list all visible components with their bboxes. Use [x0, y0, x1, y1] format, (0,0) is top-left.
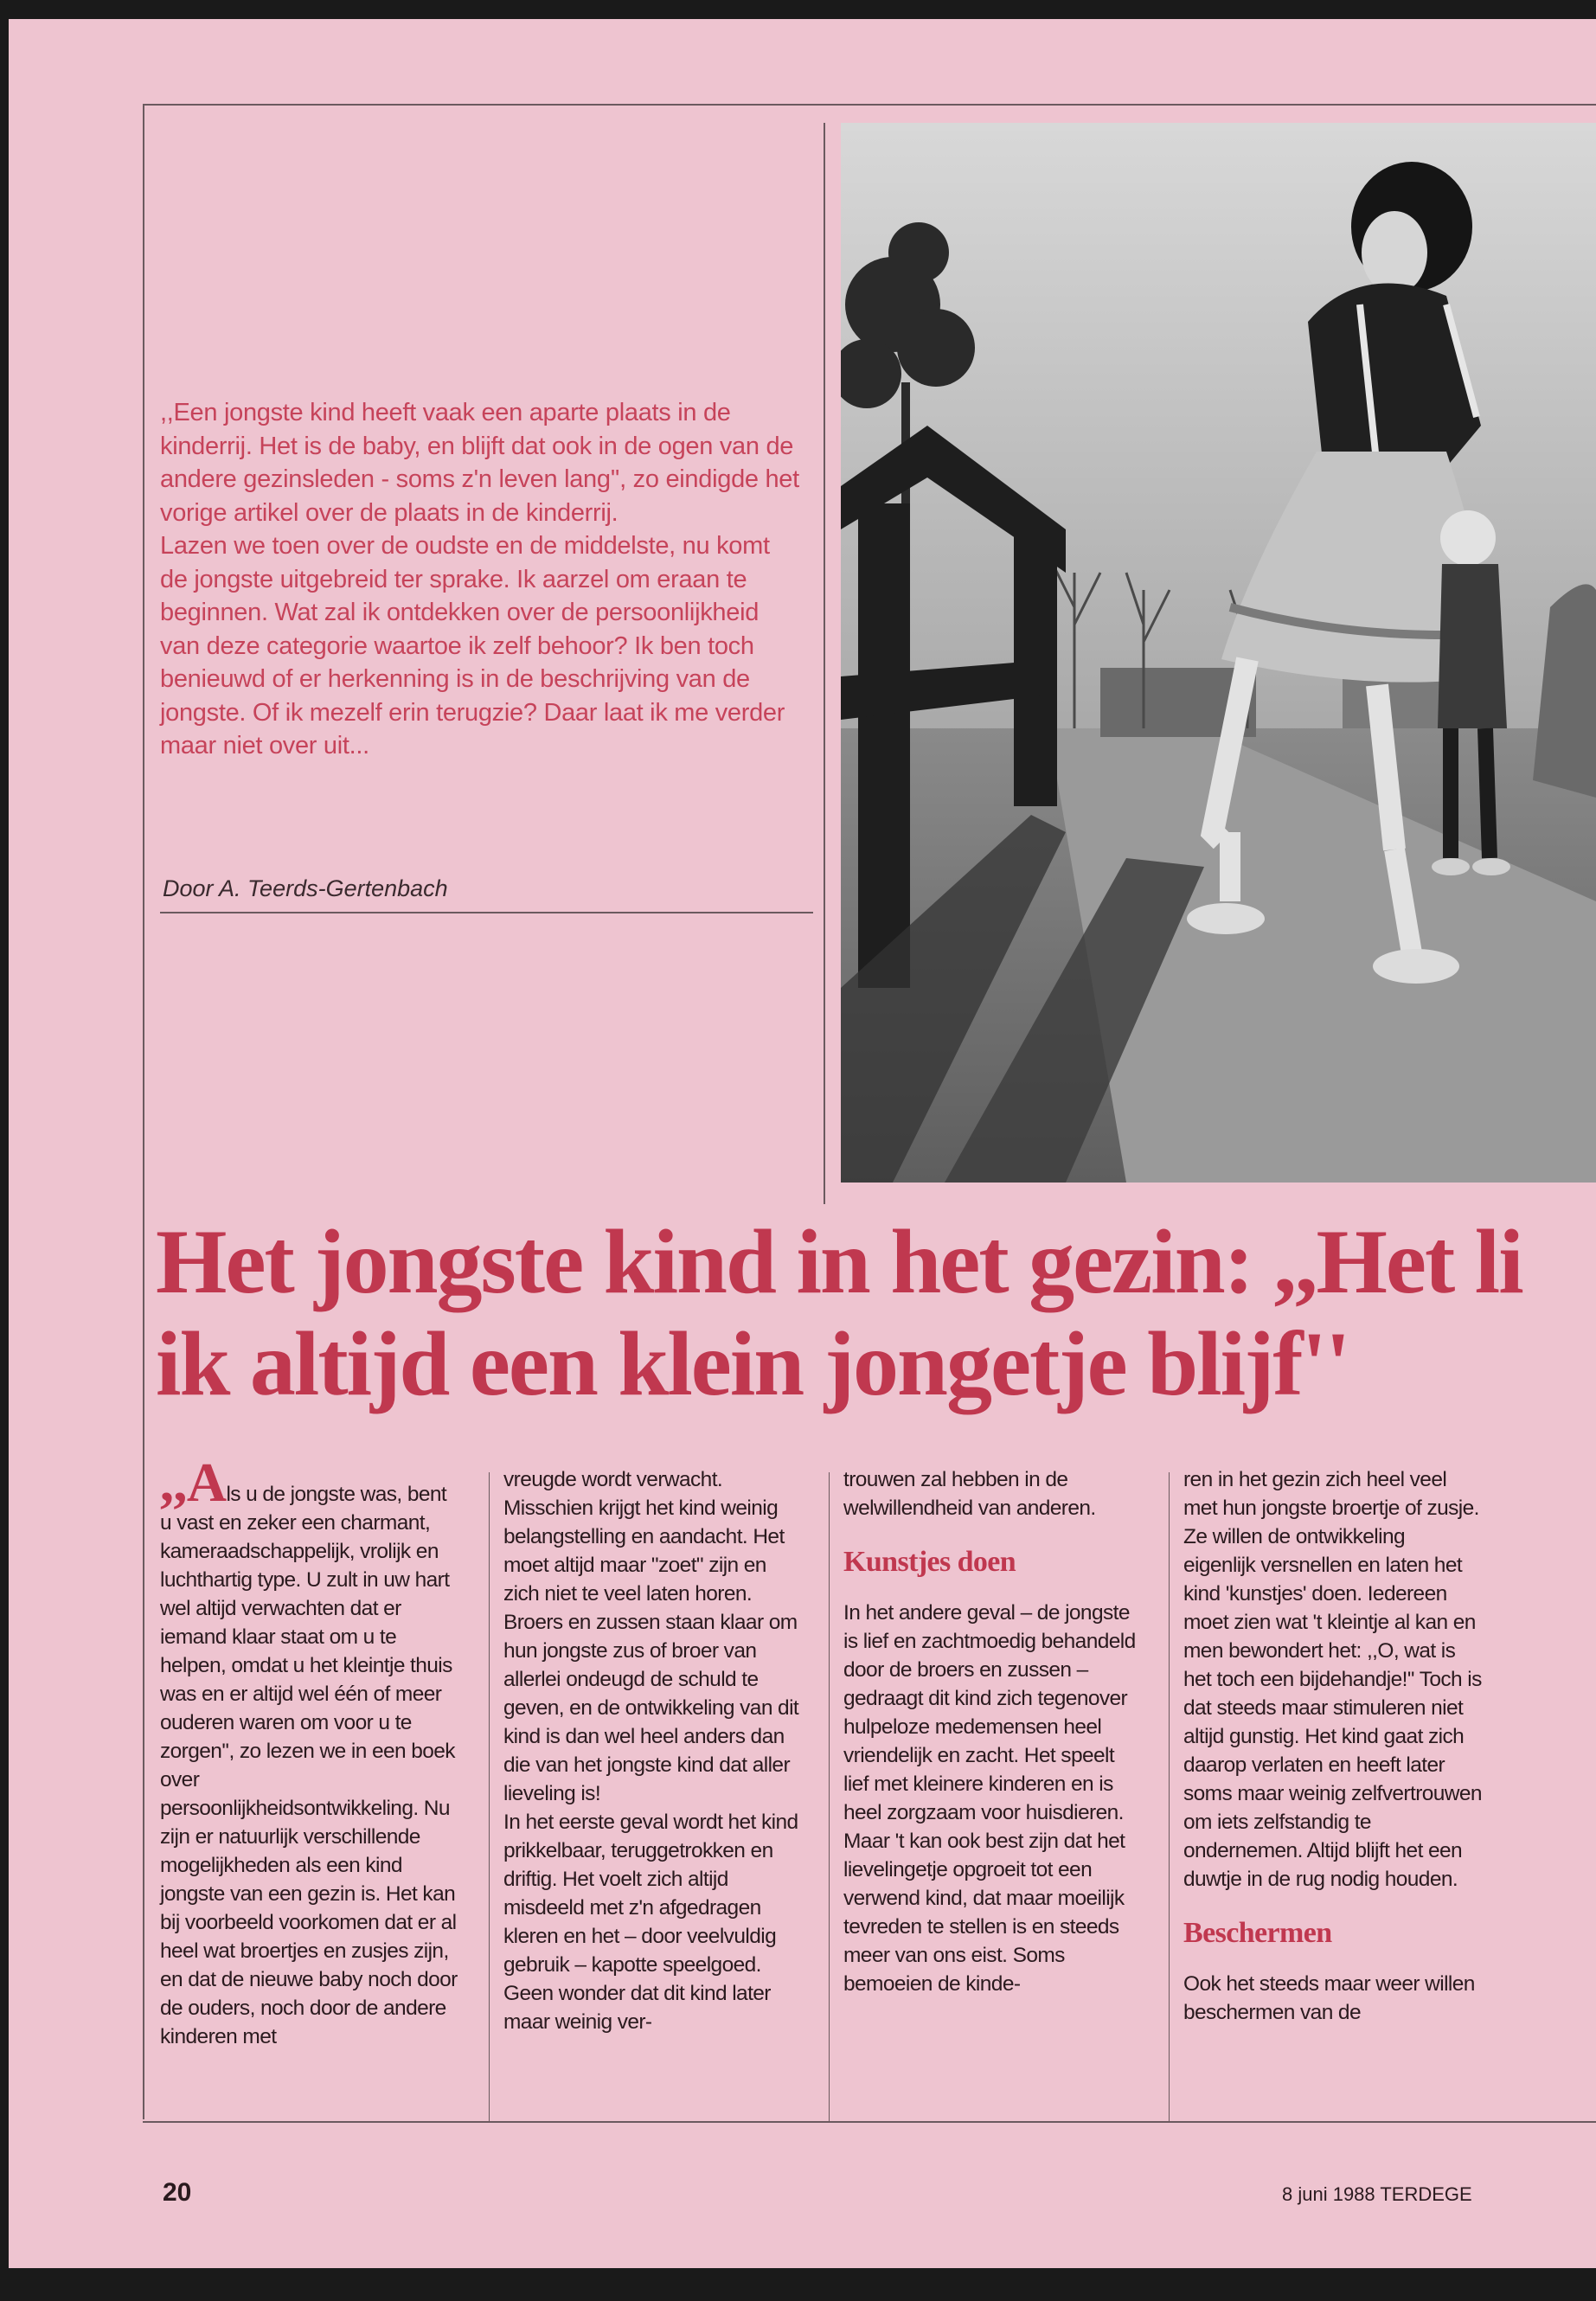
- frame-top-rule: [143, 104, 1596, 106]
- column-1-paragraph: [160, 1452, 458, 2051]
- byline-rule: [160, 912, 813, 913]
- column-rule-1: [489, 1472, 490, 2121]
- drop-cap: A: [186, 1452, 227, 1513]
- page-number: 20: [163, 2178, 192, 2207]
- column-rule-3: [1169, 1472, 1170, 2121]
- column-2-paragraph-1: vreugde wordt verwacht. Misschien krijgt het kind weinig belangstelling en aandacht. Het moet altijd maar "zoet" zijn en zich niet te veel laten horen. Broers en zussen staan klaar om hun jongste zus of broer van allerlei ondeugd de schuld te geven, en de ontwikkeling van dit kind is dan wel heel anders dan die van het jongste kind dat aller lieveling is!: [503, 1468, 799, 1805]
- headline-line-2: ik altijd een klein jongetje blijf'': [156, 1313, 1349, 1414]
- issue-date: 8 juni 1988 TERDEGE: [1282, 2183, 1472, 2205]
- frame-middle-rule: [824, 123, 825, 1204]
- drop-cap-quote: ,,: [160, 1452, 187, 1513]
- photo-illustration: [841, 123, 1596, 1183]
- column-1-text: ls u de jongste was, bent u vast en zeker een charmant, kameraadschappelijk, vrolijk en luchthartig type. U zult in uw hart wel altijd verwachten dat er iemand klaar staat om u te helpen, omdat u het kleintje thuis was en er altijd wel één of meer ouderen waren om voor u te zorgen'', zo lezen we in een boek over persoonlijkheidsontwikkeling. Nu zijn er natuurlijk verschillende mogelijkheden als een kind jongste van een gezin is. Het kan bij voorbeeld voorkomen dat er al heel wat broertjes en zusjes zijn, en dat de nieuwe baby noch door de ouders, noch door de andere kinderen met: [160, 1483, 458, 2048]
- article-column-1: [160, 1452, 458, 2051]
- article-column-3: [843, 1465, 1142, 1998]
- article-column-2: [503, 1465, 802, 2036]
- column-3-paragraph-1: trouwen zal hebben in de welwillendheid van anderen.: [843, 1468, 1096, 1520]
- column-rule-2: [829, 1472, 830, 2121]
- subhead-beschermen: Beschermen: [1183, 1917, 1332, 1949]
- intro-text: [160, 396, 800, 763]
- frame-left-rule: [143, 104, 144, 2119]
- column-4-paragraph-2: Ook het steeds maar weer willen beschermen van de: [1183, 1972, 1475, 2024]
- article-column-4: [1183, 1465, 1482, 2027]
- column-4-paragraph-1: ren in het gezin zich heel veel met hun jongste broertje of zusje. Ze willen de ontwikkeling eigenlijk versnellen en laten het kind 'kunstjes' doen. Iedereen moet zien wat 't kleintje al kan en men bewondert het: ,,O, wat is het toch een bijdehandje!'' Toch is dat steeds maar stimuleren niet altijd gunstig. Het kind gaat zich daarop verlaten en heeft later soms maar weinig zelfvertrouwen om iets zelfstandig te ondernemen. Altijd blijft het een duwtje in de rug nodig houden.: [1183, 1468, 1482, 1891]
- intro-paragraph-1: ,,Een jongste kind heeft vaak een aparte plaats in de kinderrij. Het is de baby, en blijft dat ook in de ogen van de andere gezinsleden - soms z'n leven lang'', zo eindigde het vorige artikel over de plaats in de kinderrij.: [160, 399, 799, 527]
- footer-rule: [143, 2121, 1596, 2123]
- column-2-paragraph-2: In het eerste geval wordt het kind prikkelbaar, teruggetrokken en driftig. Het voelt zich altijd misdeeld met z'n afgedragen kleren en het – door veelvuldig gebruik – kapotte speelgoed. Geen wonder dat dit kind later maar weinig ver-: [503, 1811, 798, 2034]
- intro-paragraph-2: Lazen we toen over de oudste en de middelste, nu komt de jongste uitgebreid ter sprake. Ik aarzel om eraan te beginnen. Wat zal ik ontdekken over de persoonlijkheid van deze categorie waartoe ik zelf behoor? Ik ben toch benieuwd of er herkenning is in de beschrijving van de jongste. Of ik mezelf erin terugzie? Daar laat ik me verder maar niet over uit...: [160, 532, 785, 760]
- photo-mother-children: [841, 123, 1596, 1183]
- headline-line-1: Het jongste kind in het gezin: ,,Het li: [156, 1211, 1522, 1312]
- magazine-page: [9, 19, 1596, 2268]
- byline: Door A. Teerds-Gertenbach: [163, 875, 448, 901]
- headline: [156, 1211, 1596, 1415]
- column-3-paragraph-2: In het andere geval – de jongste is lief en zachtmoedig behandeld door de broers en zussen – gedraagt dit kind zich tegenover hulpeloze medemensen heel vriendelijk en zacht. Het speelt lief met kleinere kinderen en is heel zorgzaam voor huisdieren. Maar 't kan ook best zijn dat het lievelingetje opgroeit tot een verwend kind, dat maar moeilijk tevreden te stellen is en steeds meer van ons eist. Soms bemoeien de kinde-: [843, 1601, 1136, 1996]
- subhead-kunstjes-doen: Kunstjes doen: [843, 1546, 1016, 1578]
